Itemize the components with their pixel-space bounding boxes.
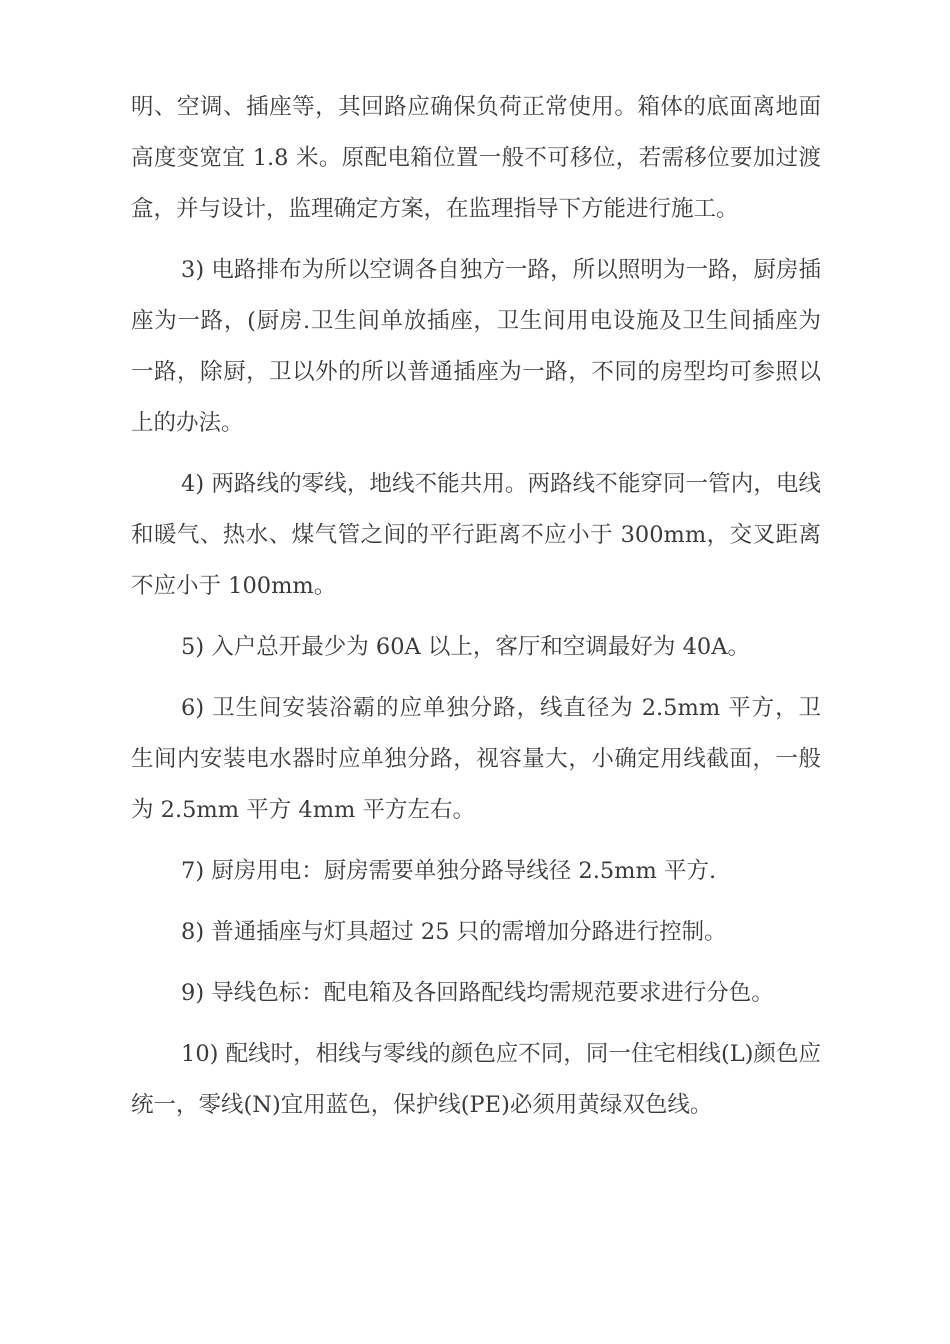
paragraph-item-8: 8) 普通插座与灯具超过 25 只的需增加分路进行控制。 xyxy=(181,919,727,945)
paragraph-item-5: 5) 入户总开最少为 60A 以上，客厅和空调最好为 40A。 xyxy=(181,634,750,660)
document-body xyxy=(131,82,821,1141)
paragraph-continued: 明、空调、插座等，其回路应确保负荷正常使用。箱体的底面离地面高度变宽宜 1.8 米。原配电箱位置一般不可移位，若需移位要加过渡盒，并与设计，监理确定方案，在监理指导下方能进行施工。 xyxy=(131,94,821,222)
paragraph-item-6: 6) 卫生间安装浴霸的应单独分路，线直径为 2.5mm 平方，卫生间内安装电水器时应单独分路，视容量大，小确定用线截面，一般为 2.5mm 平方 4mm 平方左右。 xyxy=(131,695,821,823)
paragraph-item-9: 9) 导线色标：配电箱及各回路配线均需规范要求进行分色。 xyxy=(181,980,774,1006)
paragraph-item-10: 10) 配线时，相线与零线的颜色应不同，同一住宅相线(L)颜色应统一，零线(N)宜用蓝色，保护线(PE)必须用黄绿双色线。 xyxy=(131,1041,821,1118)
paragraph-item-3: 3) 电路排布为所以空调各自独方一路，所以照明为一路，厨房插座为一路，(厨房.卫生间单放插座，卫生间用电设施及卫生间插座为一路，除厨，卫以外的所以普通插座为一路，不同的房型均可参照以上的办法。 xyxy=(131,257,821,436)
paragraph-item-7: 7) 厨房用电：厨房需要单独分路导线径 2.5mm 平方. xyxy=(181,858,717,884)
paragraph-item-4: 4) 两路线的零线，地线不能共用。两路线不能穿同一管内，电线和暖气、热水、煤气管之间的平行距离不应小于 300mm，交叉距离不应小于 100mm。 xyxy=(131,471,821,599)
